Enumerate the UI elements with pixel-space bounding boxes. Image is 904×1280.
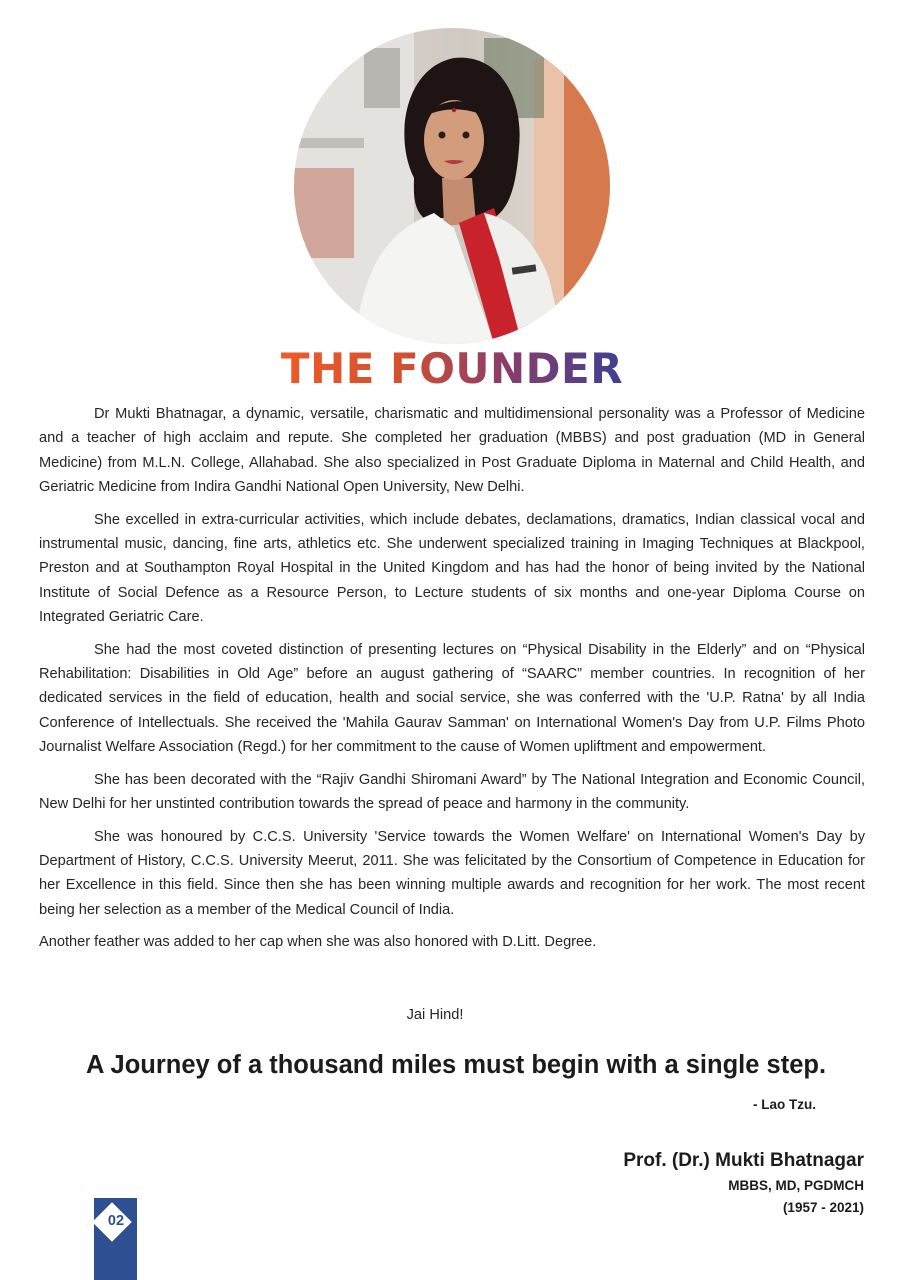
page-number: 02 bbox=[107, 1213, 125, 1229]
founder-portrait bbox=[294, 28, 610, 344]
page-title: THE FOUNDER bbox=[280, 344, 624, 393]
bio-paragraph: She has been decorated with the “Rajiv Gandhi Shiromani Award” by The National Integration and Economic Council, New Delhi for her unstinted contribution towards the spread of peace and harmony in the community. bbox=[39, 771, 865, 812]
quote-text: A Journey of a thousand miles must begin with a single step. bbox=[85, 1051, 827, 1079]
bio-paragraph: Another feather was added to her cap when she was also honored with D.Litt. Degree. bbox=[39, 934, 597, 951]
signature-qualifications: MBBS, MD, PGDMCH bbox=[728, 1178, 864, 1193]
bio-paragraph: She had the most coveted distinction of presenting lectures on “Physical Disability in the Elderly” and on “Physical Rehabilitation: Disabilities in Old Age” before an august gathering of “SAARC” member countries. In recognition of her dedicated services in the field of education, health and social service, she was conferred with the 'U.P. Ratna' by all India Conference of Intellectuals. She received the 'Mahila Gaurav Samman' on International Women's Day from U.P. Films Photo Journalist Welfare Association (Regd.) for her commitment to the cause of Women upliftment and empowerment. bbox=[39, 641, 865, 755]
bio-paragraph: Dr Mukti Bhatnagar, a dynamic, versatile, charismatic and multidimensional personality was a Professor of Medicine and a teacher of high acclaim and repute. She completed her graduation (MBBS) and post graduation (MD in General Medicine) from M.L.N. College, Allahabad. She also specialized in Post Graduate Diploma in Maternal and Child Health, and Geriatric Medicine from Indira Gandhi National Open University, New Delhi. bbox=[39, 406, 865, 495]
quote-author: - Lao Tzu. bbox=[753, 1097, 816, 1112]
bio-paragraph: She excelled in extra-curricular activities, which include debates, declamations, dramatics, Indian classical vocal and instrumental music, dancing, fine arts, athletics etc. She underwent specialized training in Imaging Techniques at Blackpool, Preston and at Southampton Royal Hospital in the United Kingdom and has had the honor of being invited by the National Institute of Social Defence as a Resource Person, to Lecture students of six months and one-year Diploma Course on Integrated Geriatric Care. bbox=[39, 511, 865, 625]
bio-paragraph: She was honoured by C.C.S. University 'Service towards the Women Welfare' on International Women's Day by Department of History, C.C.S. University Meerut, 2011. She was felicitated by the Consortium of Competence in Education for her Excellence in this field. Since then she has been winning multiple awards and recognition for her work. The most recent being her selection as a member of the Medical Council of India. bbox=[39, 828, 865, 918]
signature-years: (1957 - 2021) bbox=[782, 1200, 864, 1215]
signature-name: Prof. (Dr.) Mukti Bhatnagar bbox=[623, 1150, 864, 1171]
biography bbox=[39, 402, 865, 963]
closing-salutation: Jai Hind! bbox=[406, 1007, 464, 1023]
